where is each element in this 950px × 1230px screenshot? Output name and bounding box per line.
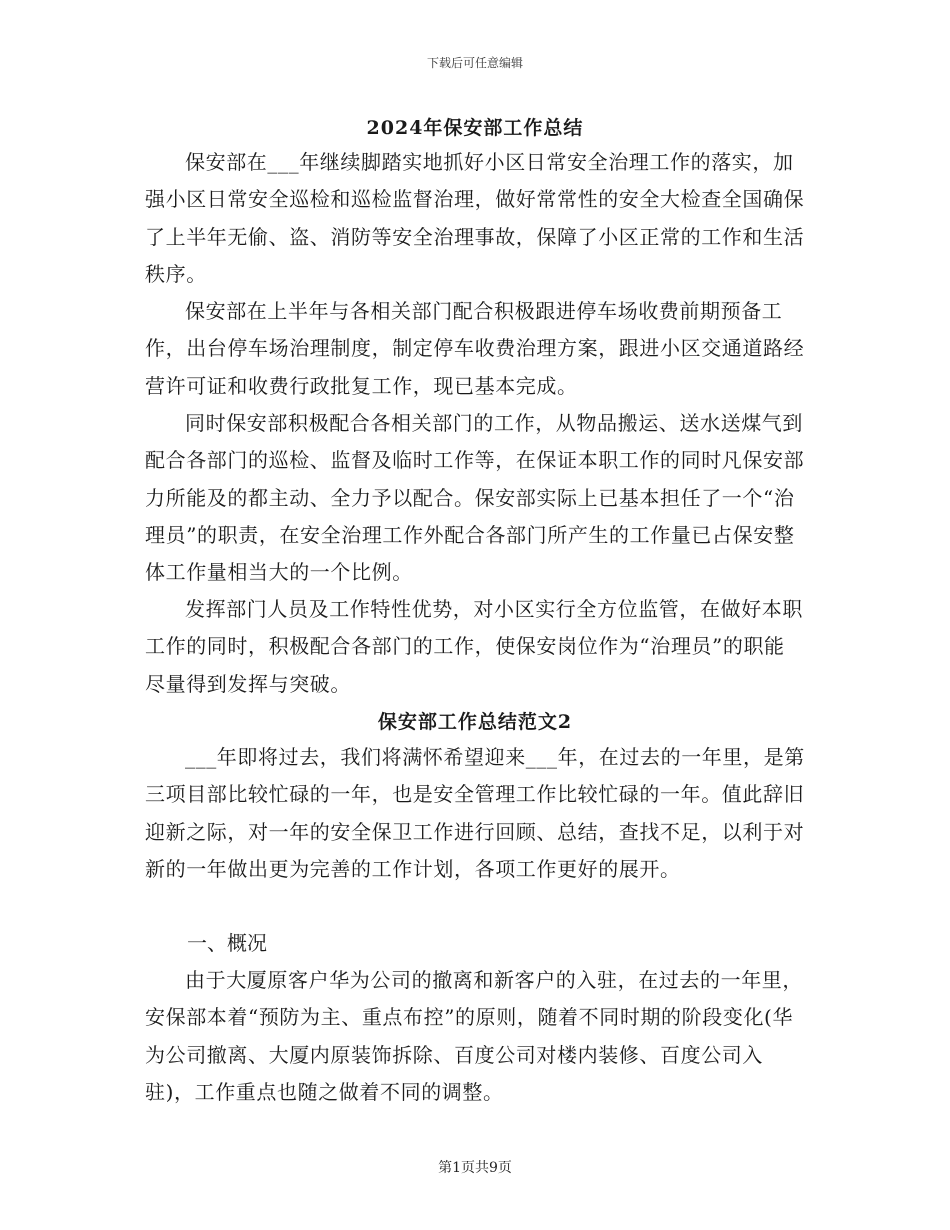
section-title-2: 保安部工作总结范文2 [377, 711, 573, 733]
paragraph-1: 保安部在___年继续脚踏实地抓好小区日常安全治理工作的落实，加强小区日常安全巡检和巡检监督治理，做好常常性的安全大检查全国确保了上半年无偷、盗、消防等安全治理事故，保障了小区正常的工作和生活秩序。 [145, 150, 805, 286]
document-title: 2024年保安部工作总结 [366, 117, 584, 139]
page-footer: 第1页共9页 [438, 1160, 512, 1176]
paragraph-5: ___年即将过去，我们将满怀希望迎来___年，在过去的一年里，是第三项目部比较忙碌的一年，也是安全管理工作比较忙碌的一年。值此辞旧迎新之际，对一年的安全保卫工作进行回顾、总结，查找不足，以利于对新的一年做出更为完善的工作计划，各项工作更好的展开。 [145, 745, 805, 881]
paragraph-6: 由于大厦原客户华为公司的撤离和新客户的入驻，在过去的一年里，安保部本着“预防为主、重点布控”的原则，随着不同时期的阶段变化(华为公司撤离、大厦内原装饰拆除、百度公司对楼内装修、百度公司入驻)，工作重点也随之做着不同的调整。 [145, 968, 803, 1104]
page-header-note: 下载后可任意编辑 [426, 56, 523, 70]
paragraph-4: 发挥部门人员及工作特性优势，对小区实行全方位监管，在做好本职工作的同时，积极配合各部门的工作，使保安岗位作为“治理员”的职能尽量得到发挥与突破。 [145, 597, 803, 696]
subheading-overview: 一、概况 [187, 931, 267, 955]
paragraph-2: 保安部在上半年与各相关部门配合积极跟进停车场收费前期预备工作，出台停车场治理制度，制定停车收费治理方案，跟进小区交通道路经营许可证和收费行政批复工作，现已基本完成。 [145, 299, 805, 398]
paragraph-3: 同时保安部积极配合各相关部门的工作，从物品搬运、送水送煤气到配合各部门的巡检、监督及临时工作等，在保证本职工作的同时凡保安部力所能及的都主动、全力予以配合。保安部实际上已基本担任了一个“治理员”的职责，在安全治理工作外配合各部门所产生的工作量已占保安整体工作量相当大的一个比例。 [145, 411, 805, 585]
